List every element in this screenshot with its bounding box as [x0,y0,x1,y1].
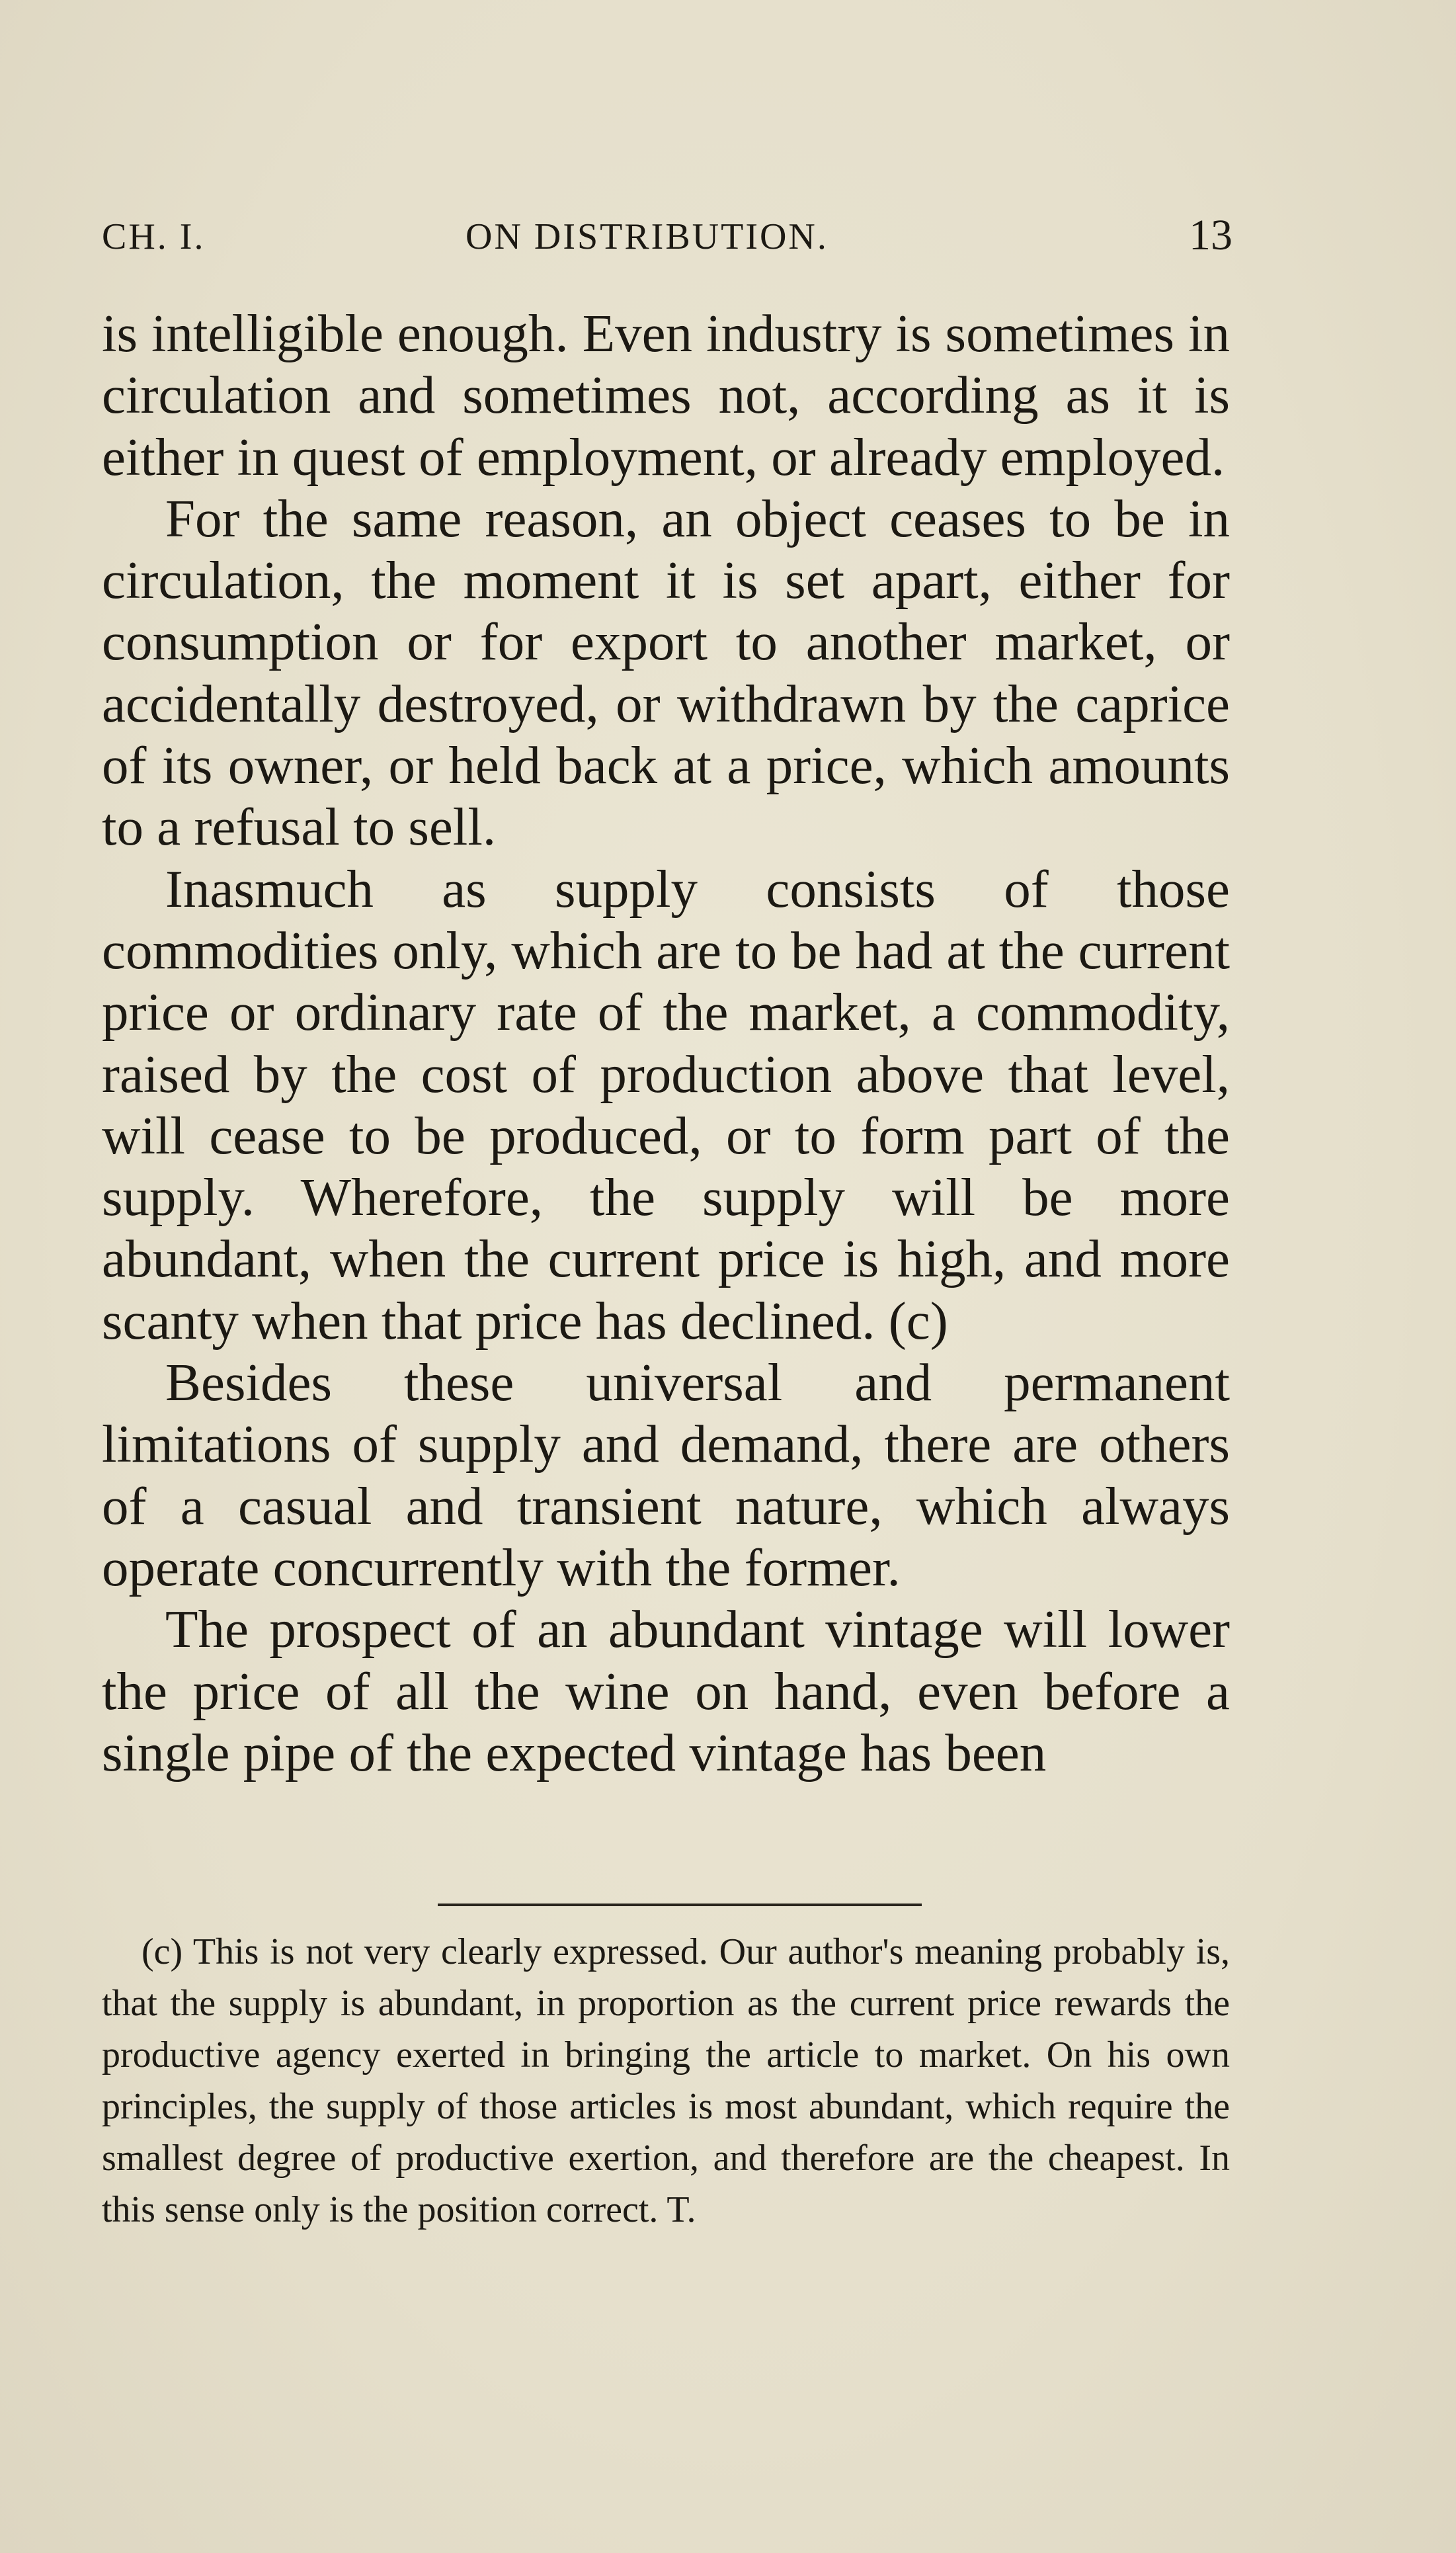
running-title: ON DISTRIBUTION. [465,216,829,257]
footnote: (c) This is not very clearly expressed. Our author's meaning probably is, that the supply is abundant, in proportion as the current price rewards the productive agency exerted in bringing the article to market. On his own principles, the supply of those articles is most abundant, which require the smallest degree of productive exertion, and therefore are the cheapest. In this sense only is the position correct. T. [102,1931,1230,2230]
footnote-divider [438,1904,922,1906]
paragraph: For the same reason, an object ceases to be in circulation, the moment it is set apart, either for consumption or for export to another market, or accidentally destroyed, or withdrawn by the caprice of its owner, or held back at a price, which amounts to a refusal to sell. [102,488,1230,857]
paragraph: is intelligible enough. Even industry is sometimes in circulation and sometimes not, according as it is either in quest of employment, or already employed. [102,304,1230,487]
page-number: 13 [1189,211,1233,259]
paragraph: Besides these universal and permanent limitations of supply and demand, there are others of a casual and transient nature, which always operate concurrently with the former. [102,1353,1230,1597]
paragraph: The prospect of an abundant vintage will lower the price of all the wine on hand, even before a single pipe of the expected vintage has been [102,1599,1230,1782]
running-header [102,210,1233,270]
paragraph: Inasmuch as supply consists of those commodities only, which are to be had at the current price or ordinary rate of the market, a commodity, raised by the cost of production above that level, will cease to be produced, or to form part of the supply. Wherefore, the supply will be more abundant, when the current price is high, and more scanty when that price has declined. (c) [102,858,1230,1351]
main-text [102,303,1230,1784]
chapter-label: CH. I. [102,216,206,257]
